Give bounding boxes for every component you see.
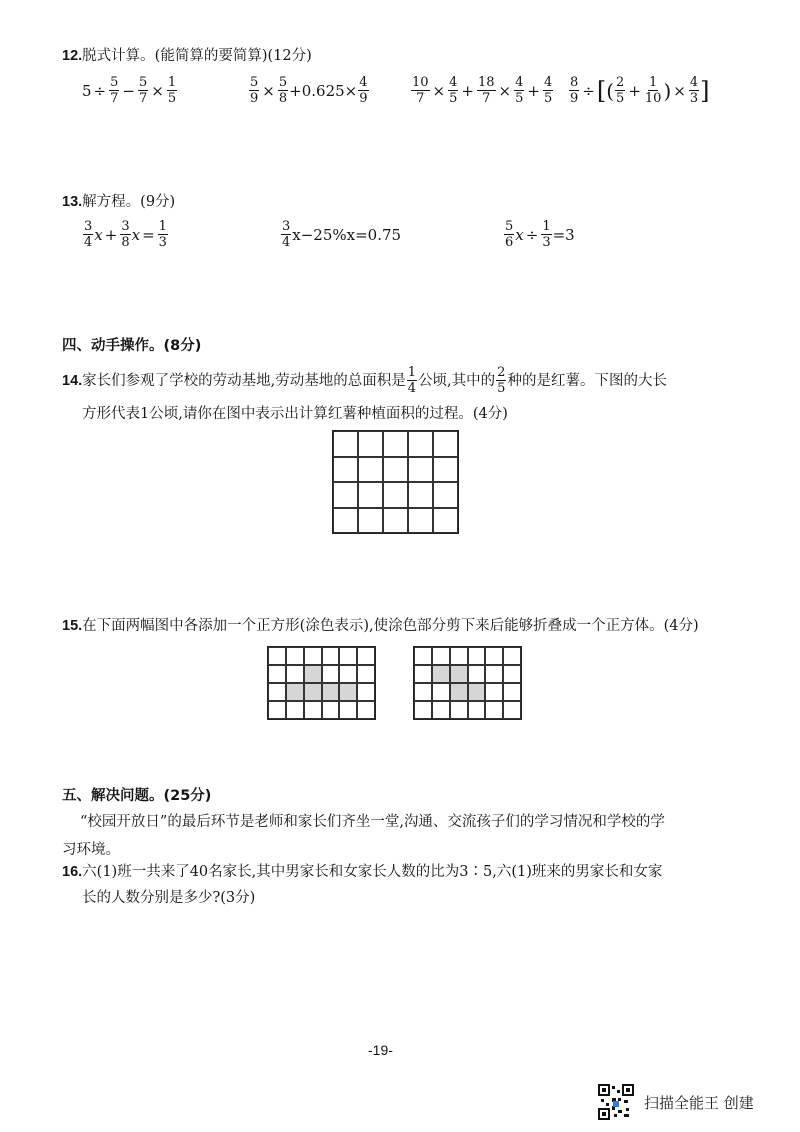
eq3-result: =3: [552, 225, 575, 244]
fraction: $\frac{8}{9}$: [570, 75, 579, 106]
q15-grid-right[interactable]: [413, 646, 522, 720]
fraction: $\frac{5}{9}$: [250, 75, 259, 106]
q12-heading: [62, 46, 312, 66]
q12-number: 12.: [62, 48, 83, 64]
q14-number: 14.: [62, 372, 83, 389]
q12-expr-2: $\frac{5}{9}$ × $\frac{5}{8}$ +0.625× $\frac{4}{9}$: [250, 75, 368, 106]
fraction: $\frac{5}{7}$: [138, 75, 148, 106]
intro-line-1: “校园开放日”的最后环节是老师和家长们齐坐一堂,沟通、交流孩子们的学习情况和学校的学: [80, 814, 665, 830]
fraction: $\frac{18}{7}$: [477, 75, 495, 106]
section-5-heading: 五、解决问题。(25分): [62, 788, 212, 804]
fraction: $\frac{5}{7}$: [110, 75, 119, 106]
page-number: -19-: [368, 1042, 393, 1058]
fraction: $\frac{3}{4}$: [282, 219, 291, 250]
q13-eq-3: $\frac{5}{6}$ x ÷ $\frac{1}{3}$ =3: [505, 219, 575, 250]
q15-number: 15.: [62, 618, 83, 634]
q13-eq-2: [280, 220, 401, 249]
q15-text: 在下面两幅图中各添加一个正方形(涂色表示),使涂色部分剪下来后能够折叠成一个正方体。(4分): [82, 618, 699, 634]
q13-eq-1: $\frac{3}{4}$ x + $\frac{3}{8}$ x = $\frac{1}{3}$: [84, 219, 167, 250]
q14-line-2: 方形代表1公顷,请你在图中表示出计算红薯种植面积的过程。(4分): [82, 406, 508, 422]
fraction: $\frac{1}{10}$: [644, 75, 662, 106]
fraction: $\frac{1}{5}$: [167, 75, 177, 106]
q14-line-1: [62, 366, 667, 395]
qr-code-icon: [598, 1084, 634, 1120]
fraction: $\frac{1}{3}$: [158, 219, 167, 250]
intro-line-2: 习环境。: [62, 842, 120, 858]
fraction: $\frac{4}{3}$: [689, 75, 699, 106]
watermark-text: 扫描全能王 创建: [644, 1094, 754, 1112]
fraction: $\frac{2}{5}$: [497, 365, 506, 396]
fraction: $\frac{2}{5}$: [616, 75, 625, 106]
q12-title: 脱式计算。(能简算的要简算)(12分): [82, 48, 312, 64]
fraction: $\frac{4}{5}$: [449, 75, 458, 106]
expr1-term: 5: [82, 81, 92, 100]
q12-expr-1: 5 ÷ $\frac{5}{7}$ − $\frac{5}{7}$ × $\frac{1}{5}$: [82, 75, 177, 106]
section-4-heading: 四、动手操作。(8分): [62, 338, 202, 354]
q12-expr-3: $\frac{10}{7}$ × $\frac{4}{5}$ + $\frac{18}{7}$ × $\frac{4}{5}$ + $\frac{4}{5}$: [412, 75, 553, 106]
fraction: $\frac{3}{4}$: [84, 219, 93, 250]
eq2-rest: x−25%x=0.75: [292, 225, 402, 244]
q14-text-c: 种的是红薯。下图的大长: [507, 372, 667, 389]
q14-text-b: 公顷,其中的: [418, 372, 496, 389]
q16-text-1: 六(1)班一共来了40名家长,其中男家长和女家长人数的比为3∶5,六(1)班来的男家长和女家: [82, 864, 663, 880]
q13-title: 解方程。(9分): [82, 194, 176, 210]
expr2-mid: +0.625×: [289, 81, 358, 100]
fraction: $\frac{1}{3}$: [542, 219, 551, 250]
fraction: $\frac{5}{6}$: [505, 219, 514, 250]
fraction: $\frac{1}{4}$: [407, 365, 417, 396]
q15-grid-left[interactable]: [267, 646, 376, 720]
q16-line-2: 长的人数分别是多少?(3分): [82, 890, 256, 906]
q13-number: 13.: [62, 194, 83, 210]
fraction: $\frac{10}{7}$: [412, 75, 429, 106]
fraction: $\frac{4}{9}$: [359, 75, 368, 106]
q12-expr-4: $\frac{8}{9}$ ÷ [ ( $\frac{2}{5}$ + $\frac{1}{10}$ ) × $\frac{4}{3}$ ]: [570, 75, 710, 106]
fraction: $\frac{4}{5}$: [515, 75, 524, 106]
q14-grid[interactable]: [332, 430, 459, 534]
q13-heading: [62, 192, 175, 212]
fraction: $\frac{4}{5}$: [543, 75, 553, 106]
fraction: $\frac{5}{8}$: [278, 75, 288, 106]
q16-line-1: [62, 862, 662, 882]
q16-number: 16.: [62, 864, 83, 880]
q15-heading: [62, 616, 699, 636]
fraction: $\frac{3}{8}$: [121, 219, 130, 250]
q14-text-a: 家长们参观了学校的劳动基地,劳动基地的总面积是: [82, 372, 406, 389]
